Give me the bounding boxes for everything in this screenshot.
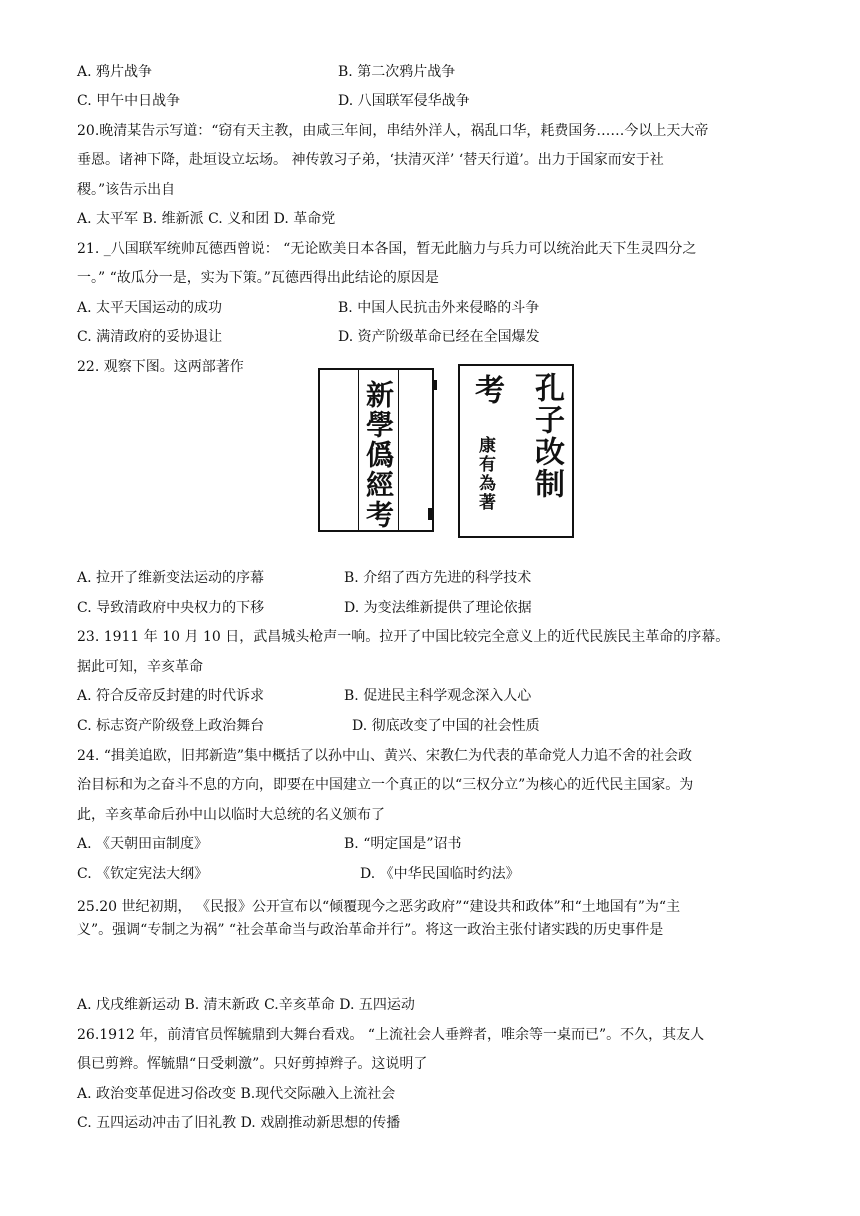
- question-text: 义”。强调“专制之为祸” “社会革命当与政治革命并行”。将这一政治主张付诸实践的历史事件是: [77, 922, 664, 938]
- option-text: A. 符合反帝反封建的时代诉求: [77, 688, 265, 704]
- option-text: A. 鸦片战争: [77, 64, 153, 80]
- option-text: C. 导致清政府中央权力的下移: [77, 600, 265, 616]
- question-text: 25.20 世纪初期， 《民报》公开宣布以“倾覆现今之恶劣政府”“建设共和政体”和“土地国有”为“主: [77, 899, 681, 915]
- option-text: C. 五四运动冲击了旧礼教 D. 戏剧推动新思想的传播: [77, 1115, 401, 1131]
- question-text: 26.1912 年，前清官员恽毓鼎到大舞台看戏。 “上流社会人垂辫者，唯余等一桌而已”。不久，其友人: [77, 1027, 705, 1043]
- option-text: A. 戊戌维新运动 B. 清末新政 C.辛亥革命 D. 五四运动: [77, 997, 415, 1013]
- option-text: C. 《钦定宪法大纲》: [77, 866, 209, 882]
- book-title: 新學僞經考: [362, 380, 395, 530]
- option-text: A. 太平天国运动的成功: [77, 300, 223, 316]
- question-text: 治目标和为之奋斗不息的方向，即要在中国建立一个真正的以“三权分立”为核心的近代民主国家。为: [77, 777, 694, 793]
- option-text: B. “明定国是”诏书: [344, 836, 462, 852]
- question-text: 据此可知，辛亥革命: [77, 659, 203, 675]
- question-text: 垂恩。诸神下降，赴垣设立坛场。 神传敦习子弟，‘扶清灭洋’ ‘替天行道’。出力于国家而安于社: [77, 152, 664, 168]
- question-text: 俱已剪辫。恽毓鼎“日受刺激”。只好剪掉辫子。这说明了: [77, 1056, 428, 1072]
- question-text: 20.晚清某告示写道：“窃有天主教，由咸三年间，串结外洋人，祸乱口华，耗费国务……今以上天大帝: [77, 123, 709, 139]
- question-text: 24. “揖美追欧，旧邦新造”集中概括了以孙中山、黄兴、宋教仁为代表的革命党人力追不舍的社会政: [77, 748, 693, 764]
- option-text: A. 拉开了维新变法运动的序幕: [77, 570, 265, 586]
- option-text: A. 太平军 B. 维新派 C. 义和团 D. 革命党: [77, 211, 336, 227]
- question-text: 稷。”该告示出自: [77, 182, 176, 198]
- option-text: D. 《中华民国临时约法》: [360, 866, 520, 882]
- option-text: A. 《天朝田亩制度》: [77, 836, 209, 852]
- option-text: B. 介绍了西方先进的科学技术: [344, 570, 532, 586]
- question-text: 21. _八国联军统帅瓦德西曾说： “无论欧美日本各国，暂无此脑力与兵力可以统治此天下生灵四分之: [77, 241, 697, 257]
- question-text: 此，辛亥革命后孙中山以临时大总统的名义颁布了: [77, 807, 385, 823]
- option-text: B. 促进民主科学观念深入人心: [344, 688, 532, 704]
- book-author: 康有為著: [475, 436, 495, 512]
- question-text: 23. 1911 年 10 月 10 日，武昌城头枪声一响。拉开了中国比较完全意义上的近代民族民主革命的序幕。: [77, 629, 730, 645]
- book-cover-kongzi-gaizhi-kao: [458, 364, 574, 538]
- book-covers-figure: [316, 360, 578, 545]
- option-text: C. 满清政府的妥协退让: [77, 329, 223, 345]
- option-text: A. 政治变革促进习俗改变 B.现代交际融入上流社会: [77, 1086, 396, 1102]
- option-text: D. 为变法维新提供了理论依据: [344, 600, 532, 616]
- option-text: C. 标志资产阶级登上政治舞台: [77, 718, 265, 734]
- question-text: 一。” “故瓜分一是，实为下策。”瓦德西得出此结论的原因是: [77, 270, 439, 286]
- question-text: 22. 观察下图。这两部著作: [77, 359, 244, 375]
- option-text: B. 中国人民抗击外来侵略的斗争: [338, 300, 540, 316]
- option-text: D. 八国联军侵华战争: [338, 93, 470, 109]
- book-cover-xinxue-weijing-kao: [318, 368, 434, 532]
- option-text: C. 甲午中日战争: [77, 93, 181, 109]
- option-text: B. 第二次鸦片战争: [338, 64, 456, 80]
- book-title: 考: [469, 374, 504, 406]
- book-title: 孔子改制: [529, 372, 564, 500]
- option-text: D. 资产阶级革命已经在全国爆发: [338, 329, 540, 345]
- option-text: D. 彻底改变了中国的社会性质: [352, 718, 540, 734]
